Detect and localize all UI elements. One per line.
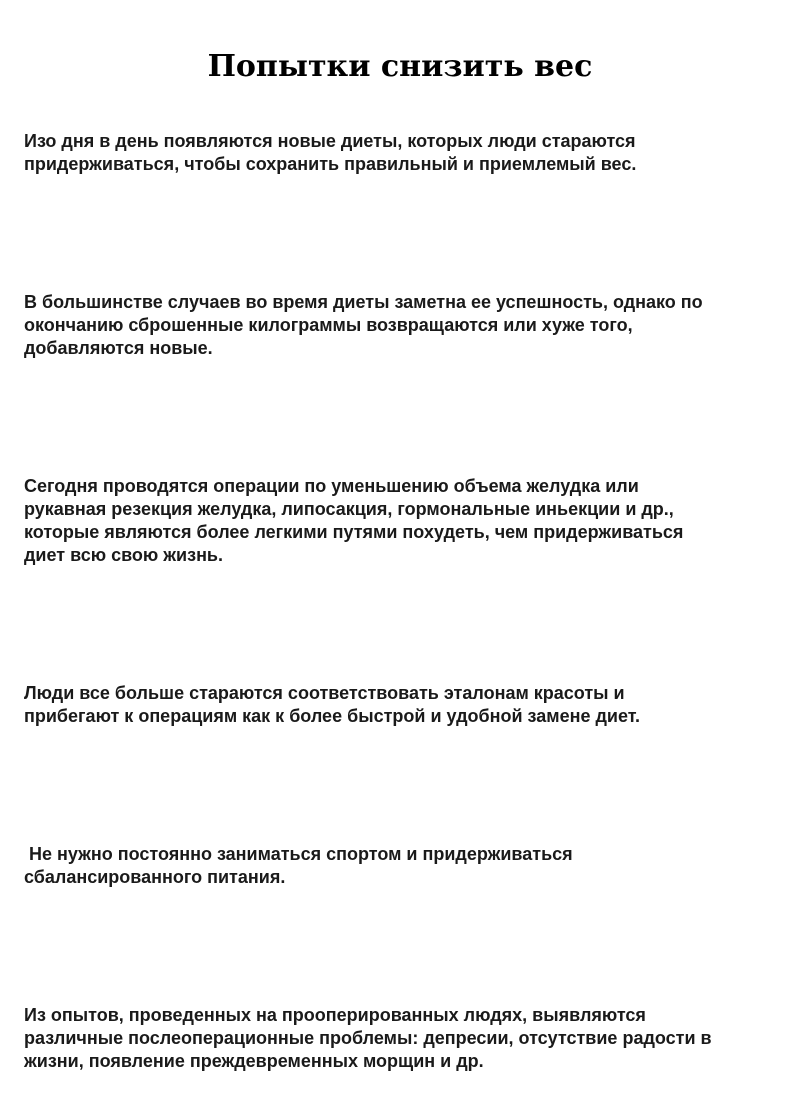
text-line: добавляются новые. xyxy=(24,338,213,358)
text-line: В большинстве случаев во время диеты заметна ее успешность, однако по xyxy=(24,292,703,312)
paragraph-postoperative-problems xyxy=(24,958,794,1119)
text-line: жизни, появление преждевременных морщин и др. xyxy=(24,1051,484,1071)
slide-title: Попытки снизить вес xyxy=(207,49,593,84)
paragraph-new-diets xyxy=(24,84,794,222)
text-line: рукавная резекция желудка, липосакция, гормональные иньекции и др., xyxy=(24,499,674,519)
text-line: Люди все больше стараются соответствовать эталонам красоты и xyxy=(24,683,625,703)
text-line: окончанию сброшенные килограммы возвращаются или хуже того, xyxy=(24,315,633,335)
text-line: диет всю свою жизнь. xyxy=(24,545,224,565)
text-line: которые являются более легкими путями похудеть, чем придерживаться xyxy=(24,522,684,542)
text-line: различные послеоперационные проблемы: депресии, отсутствие радости в xyxy=(24,1028,712,1048)
text-line: Не нужно постоянно заниматься спортом и придерживаться xyxy=(24,844,573,864)
text-line: сбалансированного питания. xyxy=(24,867,286,887)
text-line: Сегодня проводятся операции по уменьшению объема желудка или xyxy=(24,476,639,496)
paragraph-beauty-standards xyxy=(24,636,794,774)
slide-body xyxy=(24,84,794,1119)
paragraph-diet-success xyxy=(24,245,794,406)
text-line: придерживаться, чтобы сохранить правильный и приемлемый вес. xyxy=(24,154,637,174)
paragraph-no-sport xyxy=(24,797,794,935)
paragraph-operations xyxy=(24,429,794,613)
text-line: прибегают к операциям как к более быстрой и удобной замене диет. xyxy=(24,706,640,726)
text-line: Изо дня в день появляются новые диеты, которых люди стараются xyxy=(24,131,636,151)
text-line: Из опытов, проведенных на прооперированных людях, выявляются xyxy=(24,1005,646,1025)
